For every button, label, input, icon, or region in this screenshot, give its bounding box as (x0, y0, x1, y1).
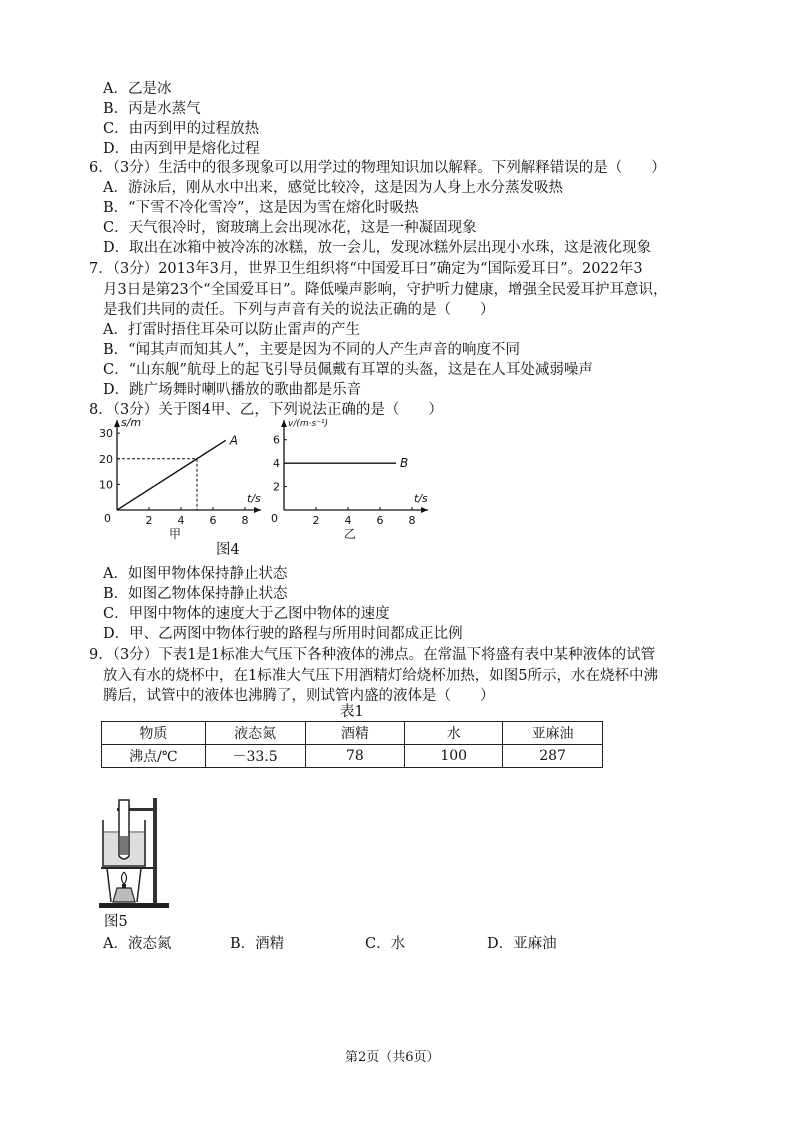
y-tick-label: 2 (273, 480, 280, 494)
x-axis-arrow (421, 507, 428, 513)
q8-option-c: C．甲图中物体的速度大于乙图中物体的速度 (103, 606, 390, 622)
x-tick-label: 2 (145, 514, 153, 527)
origin-label: 0 (271, 512, 278, 525)
x-tick-label: 8 (241, 514, 249, 527)
x-tick-label: 6 (376, 514, 384, 527)
table-cell: 液态氮 (205, 722, 305, 745)
panel-label: 乙 (343, 527, 357, 541)
y-axis-arrow (114, 420, 120, 427)
q6-option-b: B．“下雪不冷化雪冷”，这是因为雪在熔化时吸热 (103, 200, 419, 216)
q7-option-b: B．“闻其声而知其人”，主要是因为不同的人产生声音的响度不同 (103, 342, 520, 358)
chart-yi (262, 418, 432, 543)
y-tick-label: 20 (99, 452, 113, 466)
x-axis-arrow (254, 507, 261, 513)
table-header-row (102, 722, 603, 745)
x-tick-label: 6 (209, 514, 217, 527)
q6-stem: 6．（3分）生活中的很多现象可以用学过的物理知识加以解释。下列解释错误的是（ ） (89, 160, 666, 176)
table-cell: －33.5 (205, 745, 305, 768)
q8-option-b: B．如图乙物体保持静止状态 (103, 586, 288, 602)
q7-stem-line2: 月3日是第23个“全国爱耳日”。降低噪声影响，守护听力健康，增强全民爱耳护耳意识， (103, 282, 668, 298)
table-cell: 287 (503, 745, 603, 768)
q8-figure-caption: 图4 (216, 542, 240, 558)
q7-stem-line3: 是我们共同的责任。下列与声音有关的说法正确的是（ ） (103, 302, 495, 318)
y-axis-label: v/(m·s⁻¹) (288, 419, 329, 429)
y-axis-arrow (281, 420, 287, 427)
x-tick-label: 4 (177, 514, 185, 527)
table-cell: 酒精 (305, 722, 405, 745)
q6-option-d: D．取出在冰箱中被冷冻的冰糕，放一会儿，发现冰糕外层出现小水珠，这是液化现象 (103, 240, 652, 256)
q5-option-a: A．乙是冰 (103, 81, 172, 97)
y-tick-label: 10 (99, 478, 113, 492)
table-cell: 水 (405, 722, 503, 745)
table-cell: 100 (405, 745, 503, 768)
q7-option-d: D．跳广场舞时喇叭播放的歌曲都是乐音 (103, 382, 362, 398)
table-cell: 物质 (102, 722, 206, 745)
series-line (117, 440, 226, 510)
page-footer: 第2页（共6页） (345, 1050, 440, 1065)
q8-option-d: D．甲、乙两图中物体行驶的路程与所用时间都成正比例 (103, 626, 463, 642)
x-tick-label: 4 (344, 514, 352, 527)
panel-label: 甲 (168, 527, 182, 541)
series-label: B (400, 456, 409, 471)
x-tick-label: 2 (312, 514, 320, 527)
q5-option-b: B．丙是水蒸气 (103, 101, 201, 117)
q8-option-a: A．如图甲物体保持静止状态 (103, 566, 288, 582)
chart-jia (95, 418, 265, 543)
heating-apparatus-figure (97, 792, 177, 910)
x-axis-label: t/s (414, 492, 428, 505)
table-title: 表1 (340, 704, 364, 720)
figure5-caption: 图5 (104, 914, 128, 930)
q6-option-c: C．天气很冷时，窗玻璃上会出现冰花，这是一种凝固现象 (103, 220, 477, 236)
q9-option-b: B．酒精 (230, 936, 285, 952)
q7-option-c: C．“山东舰”航母上的起飞引导员佩戴有耳罩的头盔，这是在人耳处减弱噪声 (103, 362, 593, 378)
q7-stem-line1: 7．（3分）2013年3月，世界卫生组织将“中国爱耳日”确定为“国际爱耳日”。2022年3 (89, 261, 643, 277)
q6-option-a: A．游泳后，刚从水中出来，感觉比较冷，这是因为人身上水分蒸发吸热 (103, 180, 563, 196)
q8-stem: 8．（3分）关于图4甲、乙，下列说法正确的是（ ） (89, 402, 443, 418)
q5-option-c: C．由丙到甲的过程放热 (103, 121, 260, 137)
x-axis-label: t/s (247, 492, 261, 505)
y-tick-label: 30 (99, 427, 113, 441)
q9-option-a: A．液态氮 (103, 936, 172, 952)
table-cell: 亚麻油 (503, 722, 603, 745)
x-tick-label: 8 (408, 514, 416, 527)
q9-stem-line2: 放入有水的烧杯中，在1标准大气压下用酒精灯给烧杯加热，如图5所示，水在烧杯中沸 (103, 668, 658, 684)
y-axis-label: s/m (121, 416, 142, 429)
q9-stem-line3: 腾后，试管中的液体也沸腾了，则试管内盛的液体是（ ） (103, 688, 495, 704)
q5-option-d: D．由丙到甲是熔化过程 (103, 141, 260, 157)
table-cell: 78 (305, 745, 405, 768)
q9-option-d: D．亚麻油 (487, 936, 557, 952)
origin-label: 0 (104, 512, 111, 525)
series-label: A (229, 433, 239, 448)
table-row (102, 745, 603, 768)
boiling-point-table (101, 721, 603, 768)
q7-option-a: A．打雷时捂住耳朵可以防止雷声的产生 (103, 322, 360, 338)
y-tick-label: 4 (273, 457, 280, 471)
q9-stem-line1: 9．（3分）下表1是1标准大气压下各种液体的沸点。在常温下将盛有表中某种液体的试管 (89, 647, 656, 663)
q9-option-c: C．水 (365, 936, 406, 952)
y-tick-label: 6 (273, 433, 280, 447)
table-cell: 沸点/℃ (102, 745, 206, 768)
